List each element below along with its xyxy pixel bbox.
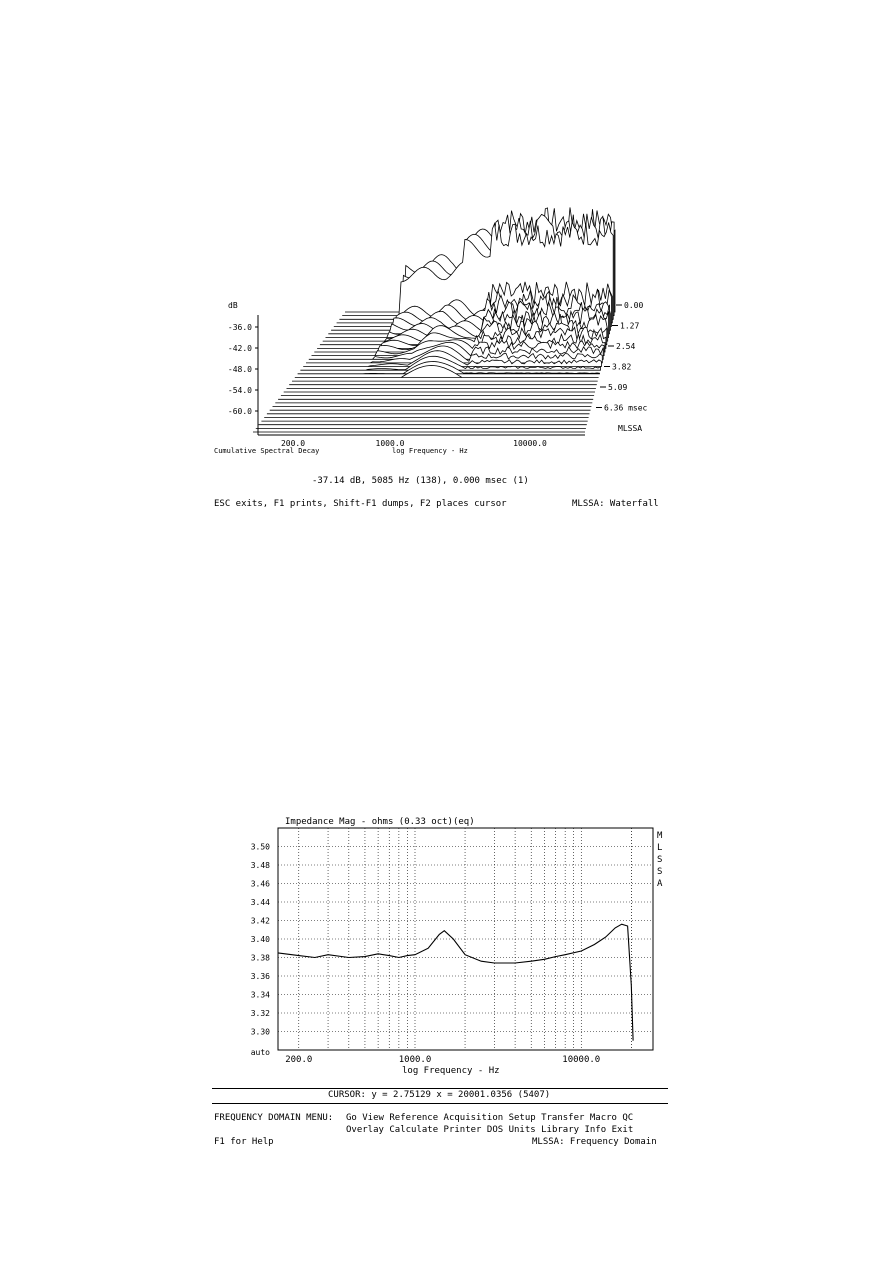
- time-tick-label: 2.54: [616, 342, 636, 351]
- time-tick-label: 5.09: [608, 383, 628, 392]
- time-tick-label: 3.82: [612, 362, 632, 372]
- menu-item-dos[interactable]: DOS: [486, 1125, 509, 1135]
- menu-item-setup[interactable]: Setup: [508, 1113, 542, 1123]
- y-tick-label: 3.44: [250, 898, 270, 907]
- y-tick-label: 3.50: [250, 842, 270, 852]
- menu-row-2: [346, 1125, 633, 1135]
- waterfall-mode-label: MLSSA: Waterfall: [572, 499, 659, 509]
- y-tick-label: 3.46: [250, 879, 270, 889]
- x-tick-labels: [285, 1055, 600, 1065]
- db-tick-label: -36.0: [227, 323, 252, 332]
- waterfall-axis-caption: log Frequency - Hz: [392, 447, 468, 455]
- menu-item-macro[interactable]: Macro: [589, 1113, 623, 1123]
- brand-letter: M: [657, 831, 663, 841]
- menu-item-transfer[interactable]: Transfer: [541, 1113, 590, 1123]
- y-tick-label: 3.36: [250, 972, 270, 981]
- brand-letter: A: [657, 879, 663, 889]
- menu-item-exit[interactable]: Exit: [611, 1125, 634, 1135]
- grid-lines: [278, 828, 653, 1050]
- x-tick-label: 1000.0: [398, 1055, 432, 1065]
- brand-letter: L: [657, 843, 663, 853]
- waterfall-slices: [253, 207, 615, 432]
- db-unit-label: dB: [228, 301, 238, 310]
- y-tick-label: auto: [250, 1048, 270, 1057]
- time-tick-label: 0.00: [624, 301, 644, 310]
- help-text: F1 for Help: [214, 1137, 274, 1147]
- y-tick-label: 3.42: [250, 916, 270, 926]
- y-tick-label: 3.48: [250, 861, 270, 870]
- y-tick-label: 3.34: [250, 990, 270, 1000]
- cursor-readout: CURSOR: y = 2.75129 x = 20001.0356 (5407): [328, 1090, 551, 1100]
- db-tick-labels: [228, 323, 258, 416]
- brand-letter: S: [657, 867, 663, 877]
- y-tick-label: 3.32: [250, 1009, 270, 1018]
- time-tick-label: 6.36 msec: [604, 403, 648, 413]
- x-axis-label: log Frequency - Hz: [402, 1066, 500, 1076]
- freq-tick-label: 200.0: [280, 439, 306, 448]
- divider-top: [212, 1088, 668, 1089]
- frequency-mode-label: MLSSA: Frequency Domain: [532, 1137, 657, 1147]
- y-tick-label: 3.40: [250, 935, 270, 944]
- y-tick-labels: [251, 843, 270, 1058]
- db-tick-label: -48.0: [227, 365, 252, 374]
- impedance-screen: [210, 812, 680, 1157]
- freq-tick-label: 10000.0: [513, 439, 547, 448]
- db-tick-label: -54.0: [227, 386, 252, 395]
- menu-item-units[interactable]: Units: [508, 1125, 542, 1135]
- menu-item-calculate[interactable]: Calculate: [389, 1125, 444, 1135]
- waterfall-plot: [200, 180, 680, 455]
- vertical-brand-label: [657, 831, 663, 889]
- x-tick-label: 200.0: [285, 1055, 313, 1065]
- freq-tick-label: 1000.0: [375, 439, 405, 448]
- menu-item-qc[interactable]: QC: [622, 1113, 634, 1123]
- db-tick-label: -60.0: [227, 407, 252, 416]
- waterfall-help-line: ESC exits, F1 prints, Shift-F1 dumps, F2 places cursor: [214, 499, 507, 509]
- impedance-curve: [278, 924, 633, 1040]
- menu-item-reference[interactable]: Reference: [389, 1113, 444, 1123]
- waterfall-caption: Cumulative Spectral Decay: [214, 447, 320, 455]
- menu-item-info[interactable]: Info: [584, 1125, 612, 1135]
- menu-item-go[interactable]: Go: [346, 1113, 363, 1123]
- impedance-chart: [210, 812, 680, 1087]
- menu-item-view[interactable]: View: [362, 1113, 390, 1123]
- chart-title: Impedance Mag - ohms (0.33 oct)(eq): [285, 817, 475, 827]
- waterfall-cursor-readout: -37.14 dB, 5085 Hz (138), 0.000 msec (1): [312, 476, 529, 486]
- waterfall-brand: MLSSA: [618, 424, 643, 433]
- y-tick-label: 3.38: [250, 953, 270, 963]
- menu-item-printer[interactable]: Printer: [443, 1125, 487, 1135]
- menu-row-1: [346, 1113, 633, 1123]
- menu-item-library[interactable]: Library: [541, 1125, 585, 1135]
- db-tick-label: -42.0: [227, 344, 252, 353]
- menu-item-acquisition[interactable]: Acquisition: [443, 1113, 509, 1123]
- x-tick-label: 10000.0: [562, 1055, 601, 1065]
- y-tick-label: 3.30: [250, 1027, 270, 1037]
- time-tick-label: 1.27: [620, 321, 640, 331]
- brand-letter: S: [657, 855, 663, 865]
- menu-prefix: FREQUENCY DOMAIN MENU:: [214, 1113, 334, 1123]
- divider-bottom: [212, 1103, 668, 1104]
- waterfall-screen: [200, 180, 680, 520]
- menu-item-overlay[interactable]: Overlay: [346, 1125, 390, 1135]
